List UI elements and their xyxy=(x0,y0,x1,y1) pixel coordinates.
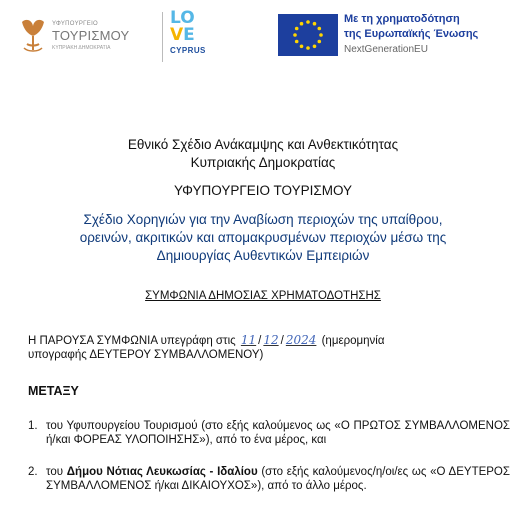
party-item-1 xyxy=(28,419,510,447)
plan-title xyxy=(0,136,526,172)
love-word: LO VE xyxy=(170,8,195,45)
party-item-2-number: 2. xyxy=(28,466,38,478)
ministry-logo-tiny: ΚΥΠΡΙΑΚΗ ΔΗΜΟΚΡΑΤΙΑ xyxy=(52,45,111,51)
agreement-heading: ΣΥΜΦΩΝΙΑ ΔΗΜΟΣΙΑΣ ΧΡΗΜΑΤΟΔΟΤΗΣΗΣ xyxy=(145,290,381,302)
ministry-logo xyxy=(12,8,152,68)
party-item-2-pre: του xyxy=(46,466,64,478)
signature-year: 2024 xyxy=(285,333,317,347)
ministry-logo-small: ΥΦΥΠΟΥΡΓΕΙΟ xyxy=(52,21,99,27)
eu-line-2: της Ευρωπαϊκής Ένωσης xyxy=(344,28,479,40)
intro-prefix: Η ΠΑΡΟΥΣΑ ΣΥΜΦΩΝΙΑ υπεγράφη στις xyxy=(28,335,236,347)
plan-title-line-1: Εθνικό Σχέδιο Ανάκαμψης και Ανθεκτικότητας xyxy=(127,137,399,152)
party-item-1-number: 1. xyxy=(28,420,38,432)
party-item-2-text: (στο εξής καλούμενος/η/οι/ες ως «Ο ΔΕΥΤΕΡΟΣ ΣΥΜΒΑΛΛΟΜΕΝΟΣ ή/και ΔΙΚΑΙΟΥΧΟΣ»), από το άλλο μέρος. xyxy=(46,466,510,492)
party-item-2 xyxy=(28,465,510,493)
cyprus-emblem-icon xyxy=(18,16,48,56)
party-item-1-text: του Υφυπουργείου Τουρισμού (στο εξής καλούμενος ως «Ο ΠΡΩΤΟΣ ΣΥΜΒΑΛΛΟΜΕΝΟΣ ή/και ΦΟΡΕΑΣ ΥΛΟΠΟΙΗΣΗΣ»), από το ένα μέρος, και xyxy=(46,420,510,446)
eu-line-3: NextGenerationEU xyxy=(344,44,428,55)
cyprus-word: CYPRUS xyxy=(170,46,206,55)
intro-line-2: υπογραφής ΔΕΥΤΕΡΟΥ ΣΥΜΒΑΛΛΟΜΕΝΟΥ) xyxy=(28,349,264,361)
ministry-heading: ΥΦΥΠΟΥΡΓΕΙΟ ΤΟΥΡΙΣΜΟΥ xyxy=(173,183,353,198)
intro-suffix: (ημερομηνία xyxy=(321,335,385,347)
eu-funding-logo xyxy=(278,10,518,68)
eu-flag-icon xyxy=(278,14,338,56)
signature-month: 12 xyxy=(263,333,279,347)
scheme-title-line-1: Σχέδιο Χορηγιών για την Αναβίωση περιοχών της υπαίθρου, xyxy=(83,212,443,227)
love-cyprus-logo xyxy=(170,10,220,72)
scheme-title xyxy=(0,211,526,265)
between-heading: ΜΕΤΑΞΥ xyxy=(28,384,79,398)
scheme-title-line-2: ορεινών, ακριτικών και απομακρυσμένων περιοχών μέσω της xyxy=(79,230,447,245)
plan-title-line-2: Κυπριακής Δημοκρατίας xyxy=(190,155,336,170)
logo-divider xyxy=(162,12,163,62)
party-item-2-name: Δήμου Νότιας Λευκωσίας - Ιδαλίου xyxy=(66,466,258,478)
signature-day: 11 xyxy=(240,333,257,347)
ministry-logo-big: ΤΟΥΡΙΣΜΟΥ xyxy=(52,28,130,43)
intro-paragraph: Η ΠΑΡΟΥΣΑ ΣΥΜΦΩΝΙΑ υπεγράφη στις 11 / 12 / 2024 (ημερομηνία υπογραφής ΔΕΥΤΕΡΟΥ ΣΥΜΒΑΛΛΟΜΕΝΟΥ) xyxy=(28,333,385,361)
scheme-title-line-3: Δημιουργίας Αυθεντικών Εμπειριών xyxy=(156,248,370,263)
eu-line-1: Με τη χρηματοδότηση xyxy=(344,13,460,25)
party-item-2-text-block xyxy=(46,465,510,493)
